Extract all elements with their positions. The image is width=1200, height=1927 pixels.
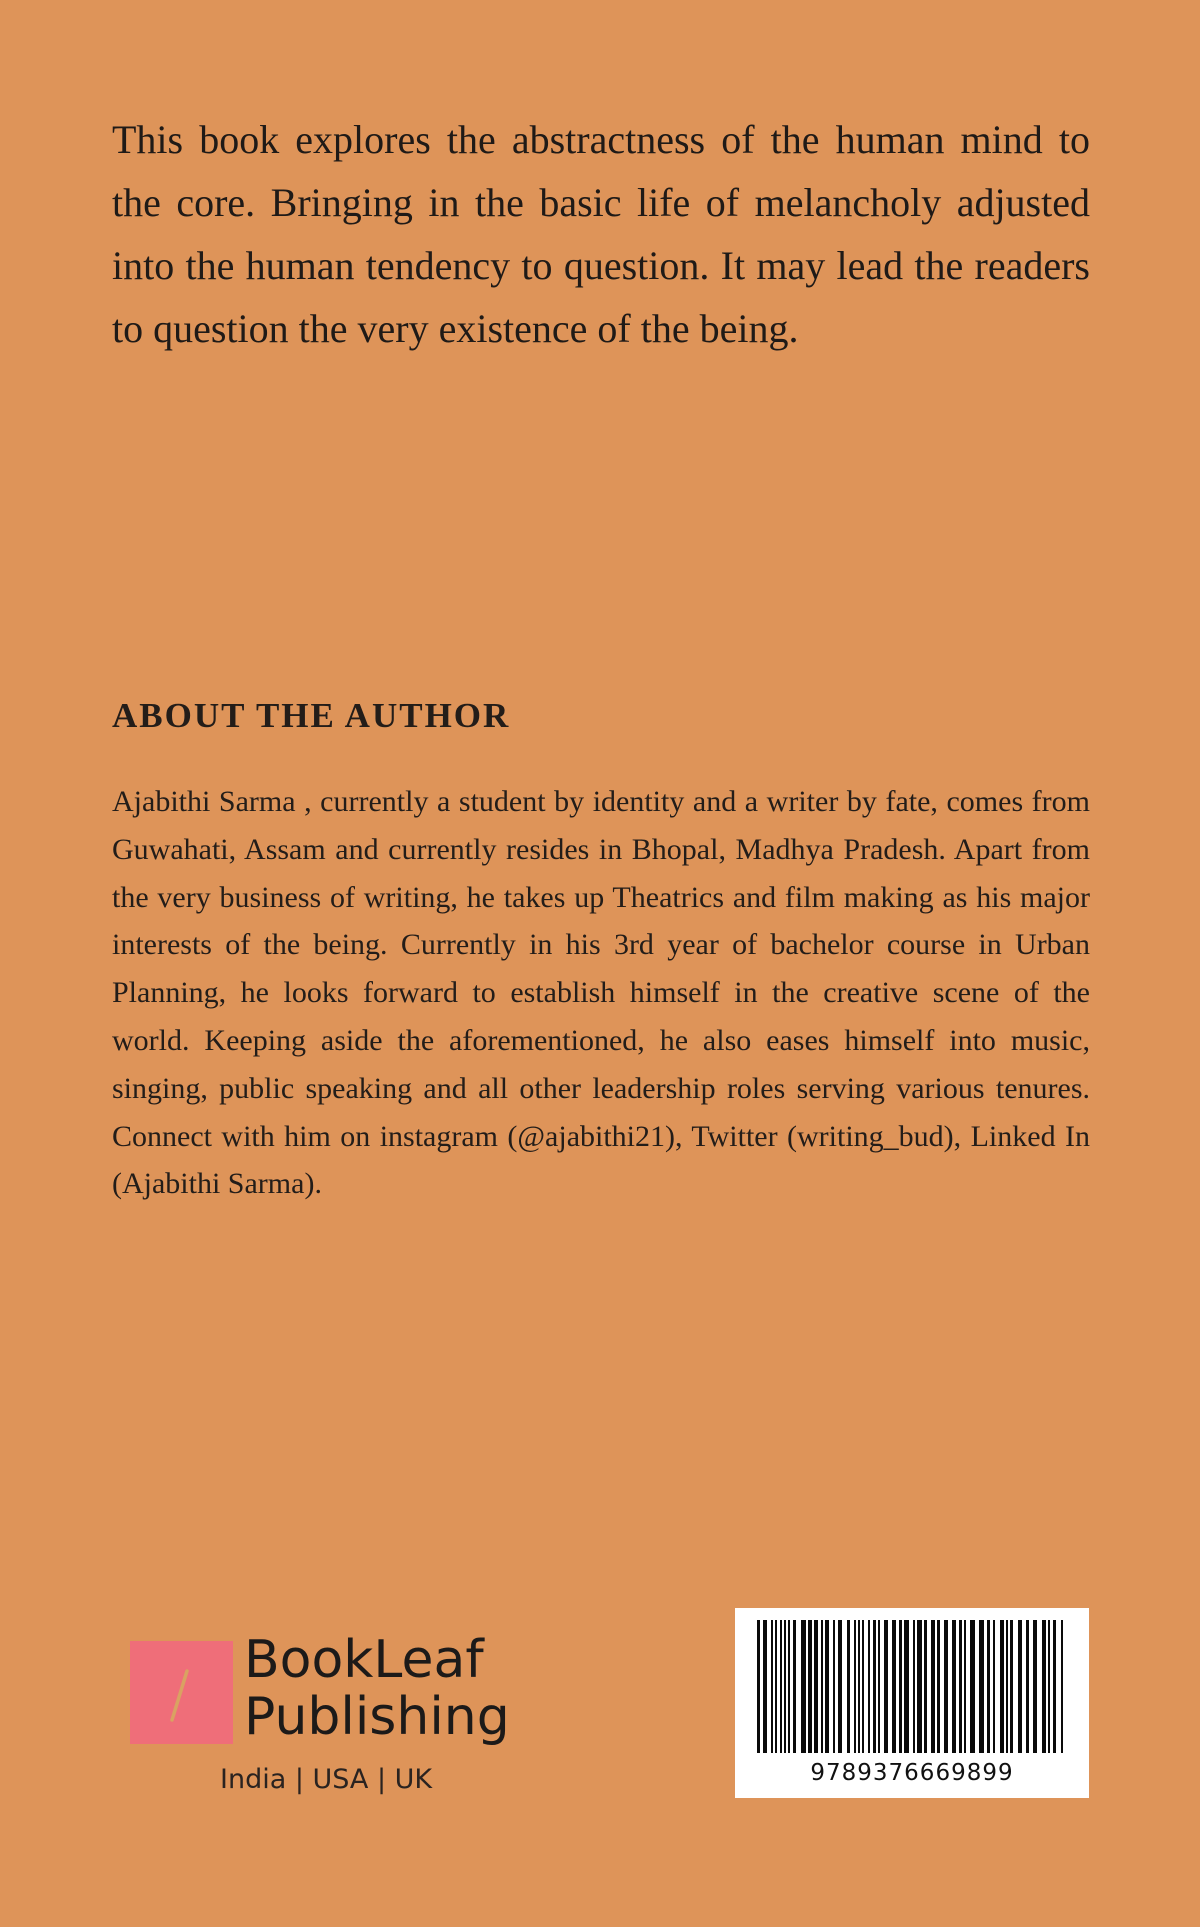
barcode-bar	[878, 1620, 880, 1753]
publisher-name: BookLeaf Publishing	[244, 1630, 510, 1747]
barcode-bar	[775, 1620, 777, 1753]
barcode-bar	[788, 1620, 790, 1753]
barcode-bar	[1018, 1620, 1022, 1753]
leaf-slash-icon	[130, 1641, 233, 1744]
barcode-bar	[1026, 1620, 1029, 1753]
barcode-bar	[993, 1620, 995, 1753]
barcode-bar	[838, 1620, 842, 1753]
barcode-bar	[771, 1620, 773, 1753]
barcode-bar	[1053, 1620, 1056, 1753]
barcode-bar	[763, 1620, 767, 1753]
barcode-bar	[970, 1620, 975, 1753]
barcode-bar	[862, 1620, 864, 1753]
barcode-bar	[924, 1620, 927, 1753]
barcode-bar	[904, 1620, 909, 1753]
barcode-bar	[814, 1620, 818, 1753]
barcode-bar	[913, 1620, 915, 1753]
barcode-bar	[873, 1620, 876, 1753]
barcode-bar	[780, 1620, 782, 1753]
barcode-bar	[757, 1620, 760, 1753]
barcode-bar	[793, 1620, 796, 1753]
barcode-bar	[1061, 1620, 1063, 1753]
isbn-barcode	[735, 1608, 1089, 1798]
barcode-bar	[987, 1620, 990, 1753]
barcode-bar	[801, 1620, 806, 1753]
barcode-bar	[959, 1620, 962, 1753]
barcode-bar	[1000, 1620, 1004, 1753]
barcode-bar	[899, 1620, 902, 1753]
barcode-bar	[952, 1620, 956, 1753]
barcode-bar	[917, 1620, 922, 1753]
barcode-bar	[964, 1620, 966, 1753]
barcode-bar	[1010, 1620, 1013, 1753]
barcode-bar	[784, 1620, 786, 1753]
barcode-bar	[979, 1620, 984, 1753]
barcode-bar	[1033, 1620, 1037, 1753]
barcode-bar	[944, 1620, 948, 1753]
barcode-bar	[937, 1620, 940, 1753]
barcode-bar	[884, 1620, 888, 1753]
barcode-bar	[833, 1620, 835, 1753]
about-author-text: Ajabithi Sarma , currently a student by identity and a writer by fate, comes from Guwahati, Assam and currently resides in Bhopal, Madhya Pradesh. Apart from the very business of writing, he takes up Theatrics and film making as his major interests of the being. Currently in his 3rd year of bachelor course in Urban Planning, he looks forward to establish himself in the creative scene of the world. Keeping aside the aforementioned, he also eases himself into music, singing, public speaking and all other leadership roles serving various tenures. Connect with him on instagram (@ajabithi21), Twitter (writing_bud), Linked In (Ajabithi Sarma).	[112, 785, 1090, 1201]
about-author-heading: ABOUT THE AUTHOR	[112, 696, 511, 735]
barcode-bar	[868, 1620, 870, 1753]
book-blurb: This book explores the abstractness of the human mind to the core. Bringing in the basic life of melancholy adjusted into the human tendency to question. It may lead the readers to question the very existence of the being.	[112, 117, 1090, 351]
barcode-bar	[821, 1620, 823, 1753]
barcode-bar	[847, 1620, 850, 1753]
barcode-bar	[1006, 1620, 1008, 1753]
isbn-number: 9789376669899	[810, 1760, 1014, 1786]
barcode-bar	[892, 1620, 896, 1753]
barcode-bar	[931, 1620, 935, 1753]
barcode-bar	[825, 1620, 829, 1753]
barcode-bar	[854, 1620, 856, 1753]
barcode-bar	[808, 1620, 812, 1753]
barcode-bar	[858, 1620, 860, 1753]
publisher-logo	[130, 1630, 510, 1806]
barcode-bar	[1042, 1620, 1046, 1753]
publisher-regions: India | USA | UK	[220, 1764, 433, 1795]
barcode-bar	[1048, 1620, 1050, 1753]
